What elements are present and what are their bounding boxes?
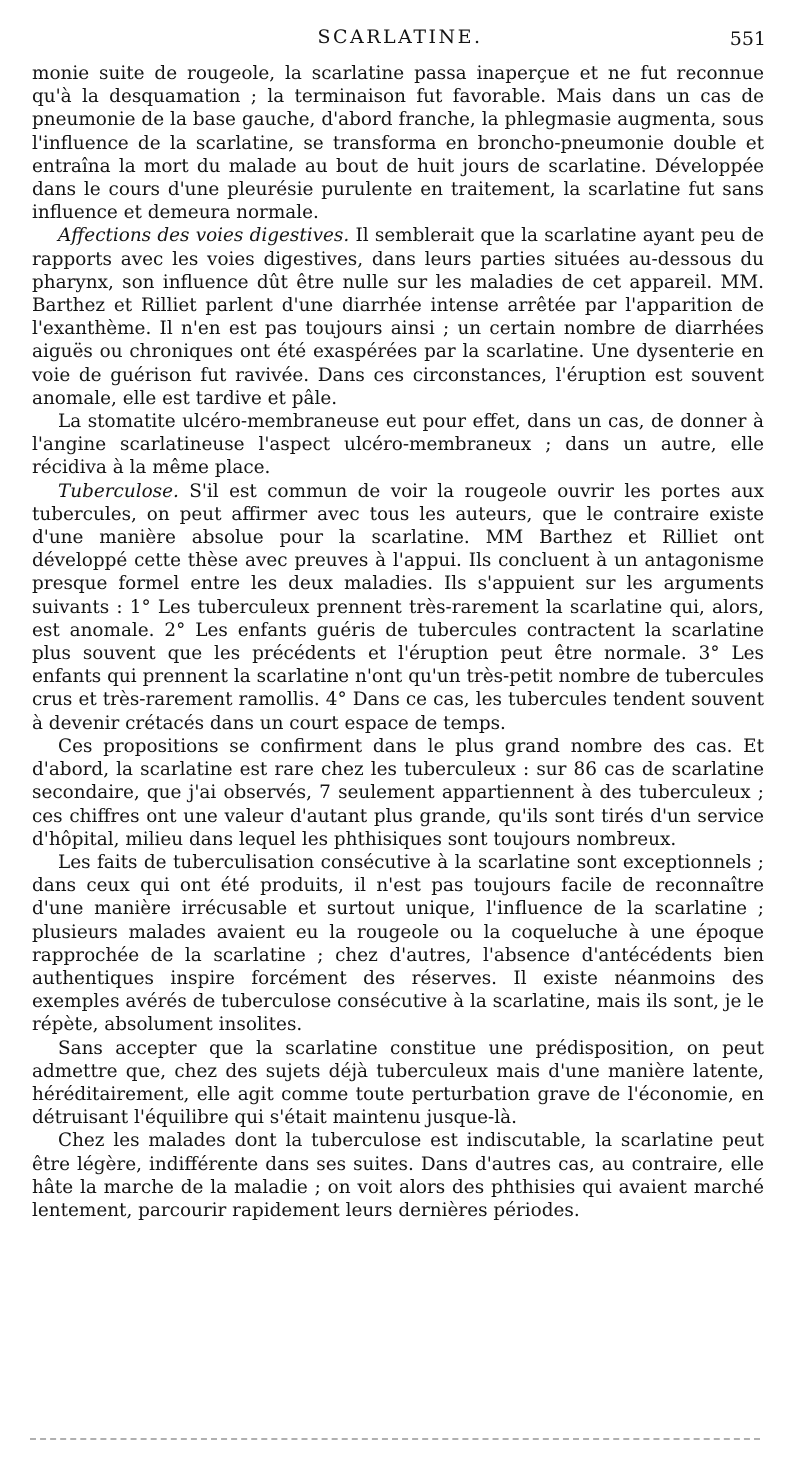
running-head: [0, 26, 800, 56]
running-title: SCARLATINE.: [317, 26, 483, 48]
page-bottom-divider: [30, 1438, 760, 1440]
paragraph-text: Les faits de tuberculisation consécutive à la scarlatine sont exceptionnels ; dans ceux qui ont été produits, il n'est pas toujours facile de reconnaître d'une manière irrécusable et surtout unique, l'influence de la scarlatine ; plusieurs malades avaient eu la rougeole ou la coqueluche à une époque rapprochée de la scarlatine ; chez d'autres, l'absence d'antécédents bien authentiques inspire forcément des réserves. Il existe néanmoins des exemples avérés de tuberculose consécutive à la scarlatine, mais ils sont, je le répète, absolument insolites.: [32, 851, 764, 1036]
paragraph-text: La stomatite ulcéro-membraneuse eut pour effet, dans un cas, de donner à l'angine scarlatineuse l'aspect ulcéro-membraneux ; dans un autre, elle récidiva à la même place.: [32, 411, 764, 479]
section-lead-digestive: Affections des voies digestives.: [58, 225, 356, 247]
paragraph-predisposition: [32, 1037, 764, 1130]
paragraph-stomatite: [32, 410, 764, 480]
paragraph-text: Chez les malades dont la tuberculose est indiscutable, la scarlatine peut être légère, indifférente dans ses suites. Dans d'autres cas, au contraire, elle hâte la marche de la maladie ; on voit alors des phthisies qui avaient marché lentement, parcourir rapidement leurs dernières périodes.: [32, 1130, 764, 1221]
paragraph-text: monie suite de rougeole, la scarlatine passa inaperçue et ne fut reconnue qu'à la desquamation ; la terminaison fut favorable. Mais dans un cas de pneumonie de la base gauche, d'abord franche, la phlegmasie augmenta, sous l'influence de la scarlatine, se transforma en broncho-pneumonie double et entraîna la mort du malade au bout de huit jours de scarlatine. Développée dans le cours d'une pleurésie purulente en traitement, la scarlatine fut sans influence et demeura normale.: [32, 63, 764, 224]
paragraph-text: Ces propositions se confirment dans le plus grand nombre des cas. Et d'abord, la scarlatine est rare chez les tuberculeux : sur 86 cas de scarlatine secondaire, que j'ai observés, 7 seulement appartiennent à des tuberculeux ; ces chiffres ont une valeur d'autant plus grande, qu'ils sont tirés d'un service d'hôpital, milieu dans lequel les phthisiques sont toujours nombreux.: [32, 735, 764, 850]
section-lead-tuberculose: Tuberculose.: [58, 480, 190, 502]
paragraph-text: Sans accepter que la scarlatine constitue une prédisposition, on peut admettre que, chez des sujets déjà tuberculeux mais d'une manière latente, héréditairement, elle agit comme toute perturbation grave de l'économie, en détruisant l'équilibre qui s'était maintenu jusque-là.: [32, 1037, 764, 1129]
paragraph-propositions: [32, 735, 764, 851]
paragraph-digestive: [32, 224, 764, 410]
paragraph-text: S'il est commun de voir la rougeole ouvrir les portes aux tubercules, on peut affirmer avec tous les auteurs, que le contraire existe d'une manière absolue pour la scarlatine. MM Barthez et Rilliet ont développé cette thèse avec preuves à l'appui. Ils concluent à un antagonisme presque formel entre les deux maladies. Ils s'appuient sur les arguments suivants : 1° Les tuberculeux prennent très-rarement la scarlatine qui, alors, est anomale. 2° Les enfants guéris de tubercules contractent la scarlatine plus souvent que les précédents et l'éruption peut être normale. 3° Les enfants qui prennent la scarlatine n'ont qu'un très-petit nombre de tubercules crus et très-rarement ramollis. 4° Dans ce cas, les tubercules tendent souvent à devenir crétacés dans un court espace de temps.: [32, 480, 764, 734]
paragraph-tuberculisation: [32, 851, 764, 1037]
paragraph-continued: [32, 62, 764, 224]
paragraph-tuberculose: [32, 480, 764, 735]
body-text: [32, 62, 764, 1222]
paragraph-malades: [32, 1129, 764, 1222]
page-number: 551: [729, 28, 766, 50]
paragraph-text: Il semblerait que la scarlatine ayant peu de rapports avec les voies digestives, dans leurs parties situées au-dessous du pharynx, son influence dût être nulle sur les maladies de cet appareil. MM. Barthez et Rilliet parlent d'une diarrhée intense arrêtée par l'apparition de l'exanthème. Il n'en est pas toujours ainsi ; un certain nombre de diarrhées aiguës ou chroniques ont été exaspérées par la scarlatine. Une dysenterie en voie de guérison fut ravivée. Dans ces circonstances, l'éruption est souvent anomale, elle est tardive et pâle.: [32, 225, 764, 409]
